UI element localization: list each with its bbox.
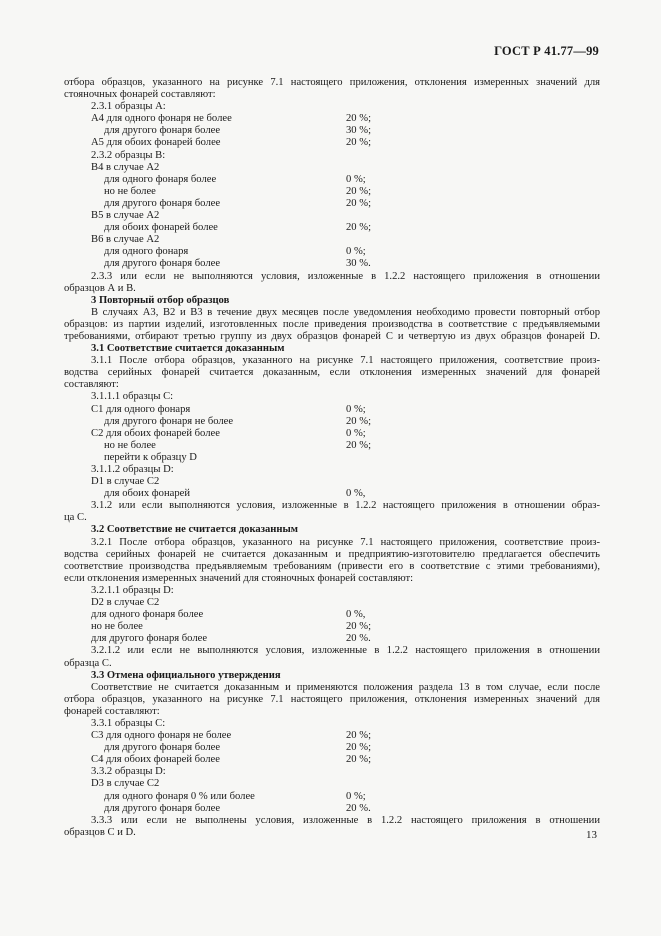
line-text: 3.1 Соответствие считается доказанным [91,343,285,355]
text-line [64,174,600,186]
text-line [64,367,600,379]
page-number: 13 [586,829,597,841]
line-text: для другого фонаря более [104,125,221,137]
line-text: водства серийных фонарей считается доказанным, если отклонения измеренных значений для фонарей [64,367,600,379]
line-text: 3.2.1 После отбора образцов, указанного на рисунке 7.1 настоящего приложения, соответствие произ- [91,536,600,548]
line-text: для одного фонаря [104,246,189,258]
line-text: 3.3 Отмена официального утверждения [91,669,281,681]
text-line [64,609,600,621]
line-text: 3.2.1.1 образцы D: [91,584,174,596]
text-line [64,754,600,766]
text-line [64,113,600,125]
text-line [64,827,600,839]
line-text: соответствие производства предъявляемым требованиям (привести его в соответствие с этими требованиями), [64,560,600,572]
line-text: ца С. [64,512,87,524]
text-line [64,778,600,790]
text-line [64,162,600,174]
text-line [64,766,600,778]
tolerance-value: 20 %. [346,633,371,645]
section-heading [64,295,600,307]
line-text: D1 в случае С2 [91,476,160,488]
tolerance-value: 20 %; [346,621,372,633]
line-text: 2.3.2 образцы В: [91,149,166,161]
text-line [64,718,600,730]
line-text: 3.1.1.1 образцы С: [91,391,174,403]
text-line [64,500,600,512]
text-line [64,694,600,706]
text-line [64,391,600,403]
line-text: но не более [91,621,143,633]
text-line [64,258,600,270]
text-line [64,101,600,113]
line-text: 2.3.1 образцы А: [91,101,166,113]
line-text: 3.3.3 или если не выполнены условия, изложенные в 1.2.2 настоящего приложения в отношении [91,814,600,826]
text-line [64,512,600,524]
line-text: составляют: [64,379,119,391]
tolerance-value: 20 %; [346,415,372,427]
text-line [64,379,600,391]
text-line [64,271,600,283]
text-line [64,803,600,815]
line-text: 3.3.1 образцы С: [91,717,166,729]
text-line [64,77,600,89]
text-line [64,137,600,149]
line-text: для одного фонаря более [104,173,217,185]
text-line [64,597,600,609]
text-line [64,198,600,210]
tolerance-value: 20 %; [346,137,372,149]
line-text: С1 для одного фонаря [91,403,191,415]
line-text: фонарей составляют: [64,705,160,717]
line-text: 3 Повторный отбор образцов [91,294,230,306]
section-heading [64,670,600,682]
line-text: А5 для обоих фонарей более [91,137,221,149]
line-text: водства серийных фонарей не считается доказанным и предприятию-изготовителю предлагается обеспечить [64,548,600,560]
tolerance-value: 20 %; [346,197,372,209]
text-line [64,246,600,258]
line-text: для другого фонаря более [91,633,208,645]
tolerance-value: 0 %; [346,427,366,439]
line-text: для другого фонаря более [104,742,221,754]
line-text: для другого фонаря более [104,197,221,209]
line-text: D2 в случае С2 [91,597,160,609]
text-line [64,234,600,246]
text-line [64,537,600,549]
text-line [64,222,600,234]
line-text: В4 в случае А2 [91,161,160,173]
line-text: если отклонения измеренных значений для стояночных фонарей составляют: [64,572,414,584]
text-line [64,730,600,742]
line-text: отбора образцов, указанного на рисунке 7.1 настоящего приложения, отклонения измеренных значений для [64,693,600,705]
text-line [64,573,600,585]
line-text: 3.2 Соответствие не считается доказанным [91,524,298,536]
line-text: но не более [104,185,156,197]
line-text: отбора образцов, указанного на рисунке 7.1 настоящего приложения, отклонения измеренных значений для [64,77,600,88]
line-text: для обоих фонарей более [104,222,218,234]
tolerance-value: 0 %, [346,488,366,500]
line-text: 3.2.1.2 или если не выполняются условия, изложенные в 1.2.2 настоящего приложения в отношении [91,645,600,657]
line-text: 2.3.3 или если не выполняются условия, изложенные в 1.2.2 настоящего приложения в отношении [91,270,600,282]
document-header-id: ГОСТ Р 41.77—99 [494,44,599,58]
text-line [64,89,600,101]
text-line [64,404,600,416]
line-text: образцов С и D. [64,826,136,838]
text-line [64,150,600,162]
text-line [64,186,600,198]
text-line [64,331,600,343]
text-line [64,210,600,222]
section-heading [64,343,600,355]
text-line [64,428,600,440]
text-line [64,621,600,633]
line-text: В случаях А3, В2 и В3 в течение двух месяцев после уведомления необходимо провести повторный отбор [91,306,600,318]
tolerance-value: 20 %; [346,222,372,234]
text-line [64,658,600,670]
section-heading [64,524,600,536]
line-text: образца С. [64,657,112,669]
line-text: С2 для обоих фонарей более [91,427,220,439]
text-line [64,488,600,500]
line-text: 3.3.2 образцы D: [91,766,166,778]
text-line [64,742,600,754]
line-text: D3 в случае С2 [91,778,160,790]
text-line [64,585,600,597]
text-line [64,319,600,331]
line-text: 3.1.1.2 образцы D: [91,464,174,475]
text-line [64,464,600,476]
line-text: С3 для одного фонаря не более [91,730,232,742]
line-text: образцов А и В. [64,282,136,294]
tolerance-value: 20 %; [346,185,372,197]
line-text: для другого фонаря более [104,802,221,814]
text-line [64,633,600,645]
tolerance-value: 20 %; [346,730,372,742]
line-text: А4 для одного фонаря не более [91,113,232,125]
text-line [64,645,600,657]
tolerance-value: 20 %; [346,754,372,766]
tolerance-value: 30 %; [346,125,372,137]
line-text: для другого фонаря более [104,258,221,270]
line-text: для одного фонаря более [91,609,204,621]
tolerance-value: 20 %; [346,113,372,125]
line-text: требованиями, отбирают третью группу из двух образцов фонарей С и четвертую из двух образцов фонарей D. [64,330,600,342]
text-line [64,283,600,295]
line-text: С4 для обоих фонарей более [91,754,220,766]
line-text: образцов: из партии изделий, изготовленных после приведения производства в соответствие с предъявляемыми [64,318,600,330]
tolerance-value: 0 %; [346,403,366,415]
text-line [64,355,600,367]
line-text: 3.1.2 или если выполняются условия, изложенные в 1.2.2 настоящего приложения в отношении образ- [91,500,600,512]
tolerance-value: 30 %. [346,258,371,270]
text-line [64,125,600,137]
text-line [64,307,600,319]
text-line [64,476,600,488]
line-text: для одного фонаря 0 % или более [104,790,255,802]
text-line [64,452,600,464]
line-text: но не более [104,439,156,451]
line-text: В6 в случае А2 [91,234,160,246]
tolerance-value: 20 %. [346,802,371,814]
line-text: В5 в случае А2 [91,210,160,222]
document-body [64,77,600,839]
text-line [64,561,600,573]
text-line [64,791,600,803]
line-text: для обоих фонарей [104,488,190,500]
line-text: стояночных фонарей составляют: [64,89,216,101]
text-line [64,549,600,561]
text-line [64,815,600,827]
text-line [64,706,600,718]
tolerance-value: 0 %, [346,609,366,621]
text-line [64,682,600,694]
tolerance-value: 0 %; [346,790,366,802]
text-line [64,440,600,452]
tolerance-value: 20 %; [346,742,372,754]
text-line [64,416,600,428]
line-text: перейти к образцу D [104,451,197,463]
line-text: для другого фонаря не более [104,415,234,427]
line-text: 3.1.1 После отбора образцов, указанного на рисунке 7.1 настоящего приложения, соответствие произ- [91,355,600,367]
line-text: Соответствие не считается доказанным и применяются положения раздела 13 в том случае, если после [91,681,600,693]
tolerance-value: 20 %; [346,439,372,451]
tolerance-value: 0 %; [346,173,366,185]
tolerance-value: 0 %; [346,246,366,258]
